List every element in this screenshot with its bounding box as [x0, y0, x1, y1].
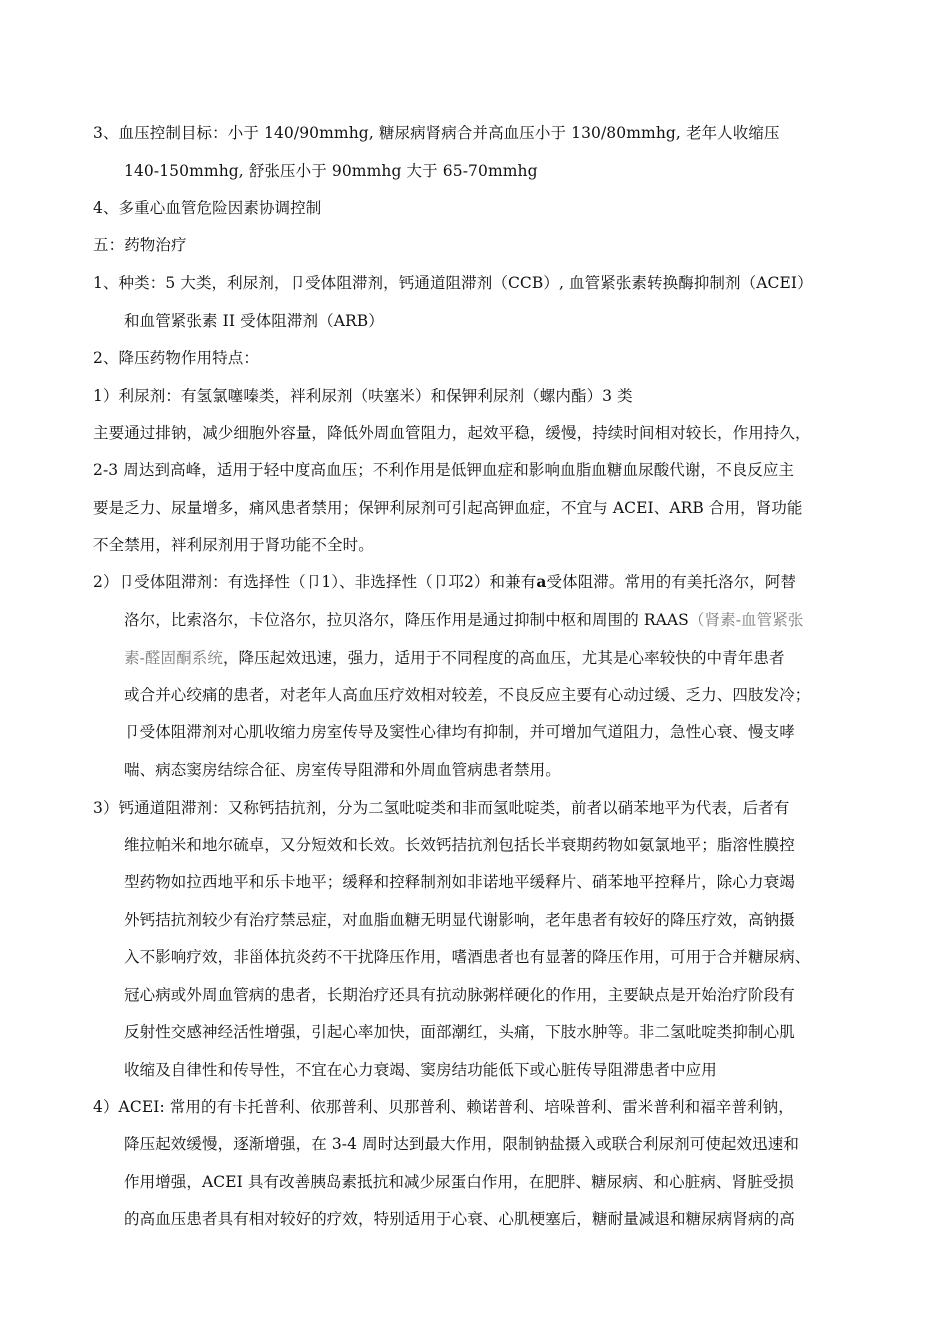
- drug-types-line-1: 1、种类：5 大类，利尿剂，卩受体阻滞剂，钙通道阻滞剂（CCB）, 血管紧张素转换酶抑制剂（ACEI）: [93, 274, 813, 292]
- bp-target-line-2: 140-150mmhg, 舒张压小于 90mmhg 大于 65-70mmhg: [124, 162, 538, 180]
- diuretic-text-line-2: 2-3 周达到高峰，适用于轻中度高血压；不利作用是低钾血症和影响血脂血糖血尿酸代谢，不良反应主: [93, 461, 795, 479]
- ccb-line-3: 型药物如拉西地平和乐卡地平；缓释和控释制剂如非诺地平缓释片、硝苯地平控释片，除心力衰竭: [124, 873, 795, 891]
- beta-blocker-line-1-part-2: 受体阻滞。常用的有美托洛尔，阿替: [546, 573, 797, 591]
- beta-blocker-line-2-gray: （肾素-血管紧张: [688, 611, 804, 629]
- beta-blocker-line-3: [124, 648, 785, 668]
- beta-blocker-line-2: [124, 610, 803, 630]
- bp-target-line-1: 3、血压控制目标：小于 140/90mmhg, 糖尿病肾病合并高血压小于 130/80mmhg, 老年人收缩压: [93, 124, 780, 142]
- ccb-line-4: 外钙拮抗剂较少有治疗禁忌症，对血脂血糖无明显代谢影响，老年患者有较好的降压疗效，高钠摄: [124, 911, 795, 929]
- diuretic-heading: 1）利尿剂：有氢氯噻嗪类，袢利尿剂（呋塞米）和保钾利尿剂（螺内酯）3 类: [93, 387, 633, 405]
- beta-blocker-line-4: 或合并心绞痛的患者，对老年人高血压疗效相对较差，不良反应主要有心动过缓、乏力、四肢发冷；: [124, 686, 811, 704]
- ccb-line-1: 3）钙通道阻滞剂：又称钙拮抗剂，分为二氢吡啶类和非而氢吡啶类，前者以硝苯地平为代表，后者有: [93, 799, 790, 817]
- beta-blocker-line-1: [93, 572, 796, 592]
- cv-risk-line: 4、多重心血管危险因素协调控制: [93, 199, 322, 217]
- acei-line-2: 降压起效缓慢，逐渐增强，在 3-4 周时达到最大作用，限制钠盐摄入或联合利尿剂可使起效迅速和: [124, 1135, 799, 1153]
- drug-features-heading: 2、降压药物作用特点：: [93, 349, 259, 367]
- beta-blocker-line-5: 卩受体阻滞剂对心肌收缩力房室传导及窦性心律均有抑制，并可增加气道阻力，急性心衰、慢支哮: [124, 723, 795, 741]
- diuretic-text-line-4: 不全禁用，袢利尿剂用于肾功能不全时。: [93, 536, 374, 554]
- ccb-line-2: 维拉帕米和地尔硫卓，又分短效和长效。长效钙拮抗剂包括长半衰期药物如氨氯地平；脂溶性膜控: [124, 836, 795, 854]
- section-heading-drug-therapy: 五：药物治疗: [93, 236, 187, 254]
- beta-blocker-line-2-part-1: 洛尔，比索洛尔，卡位洛尔，拉贝洛尔，降压作用是通过抑制中枢和周围的 RAAS: [124, 611, 689, 629]
- beta-blocker-alpha-letter: a: [536, 572, 547, 591]
- beta-blocker-line-3-gray: 素-醛固酮系统: [124, 649, 223, 667]
- diuretic-text-line-3: 要是乏力、尿量增多，痛风患者禁用；保钾利尿剂可引起高钾血症，不宜与 ACEI、ARB 合用，肾功能: [93, 499, 803, 517]
- acei-line-1: 4）ACEI: 常用的有卡托普利、依那普利、贝那普利、赖诺普利、培哚普利、雷米普利和福辛普利钠，: [93, 1098, 794, 1116]
- ccb-line-6: 冠心病或外周血管病的患者，长期治疗还具有抗动脉粥样硬化的作用，主要缺点是开始治疗阶段有: [124, 986, 795, 1004]
- ccb-line-7: 反射性交感神经活性增强，引起心率加快，面部潮红，头痛，下肢水肿等。非二氢吡啶类抑制心肌: [124, 1023, 795, 1041]
- drug-types-line-2: 和血管紧张素 II 受体阻滞剂（ARB）: [124, 312, 384, 330]
- beta-blocker-line-3-part-2: ，降压起效迅速，强力，适用于不同程度的高血压，尤其是心率较快的中青年患者: [222, 649, 785, 667]
- acei-line-4: 的高血压患者具有相对较好的疗效，特别适用于心衰、心肌梗塞后，糖耐量减退和糖尿病肾病的高: [124, 1210, 795, 1228]
- ccb-line-8: 收缩及自律性和传导性，不宜在心力衰竭、窦房结功能低下或心脏传导阻滞患者中应用: [124, 1061, 717, 1079]
- beta-blocker-line-6: 喘、病态窦房结综合征、房室传导阻滞和外周血管病患者禁用。: [124, 761, 561, 779]
- ccb-line-5: 入不影响疗效，非甾体抗炎药不干扰降压作用，嗜酒患者也有显著的降压作用，可用于合并糖尿病、: [124, 948, 811, 966]
- acei-line-3: 作用增强，ACEI 具有改善胰岛素抵抗和减少尿蛋白作用，在肥胖、糖尿病、和心脏病、肾脏受损: [124, 1173, 794, 1191]
- diuretic-text-line-1: 主要通过排钠，减少细胞外容量，降低外周血管阻力，起效平稳，缓慢，持续时间相对较长，作用持久，: [93, 424, 811, 442]
- beta-blocker-line-1-part-1: 2）卩受体阻滞剂：有选择性（卩1）、非选择性（卩邛2）和兼有: [93, 573, 537, 591]
